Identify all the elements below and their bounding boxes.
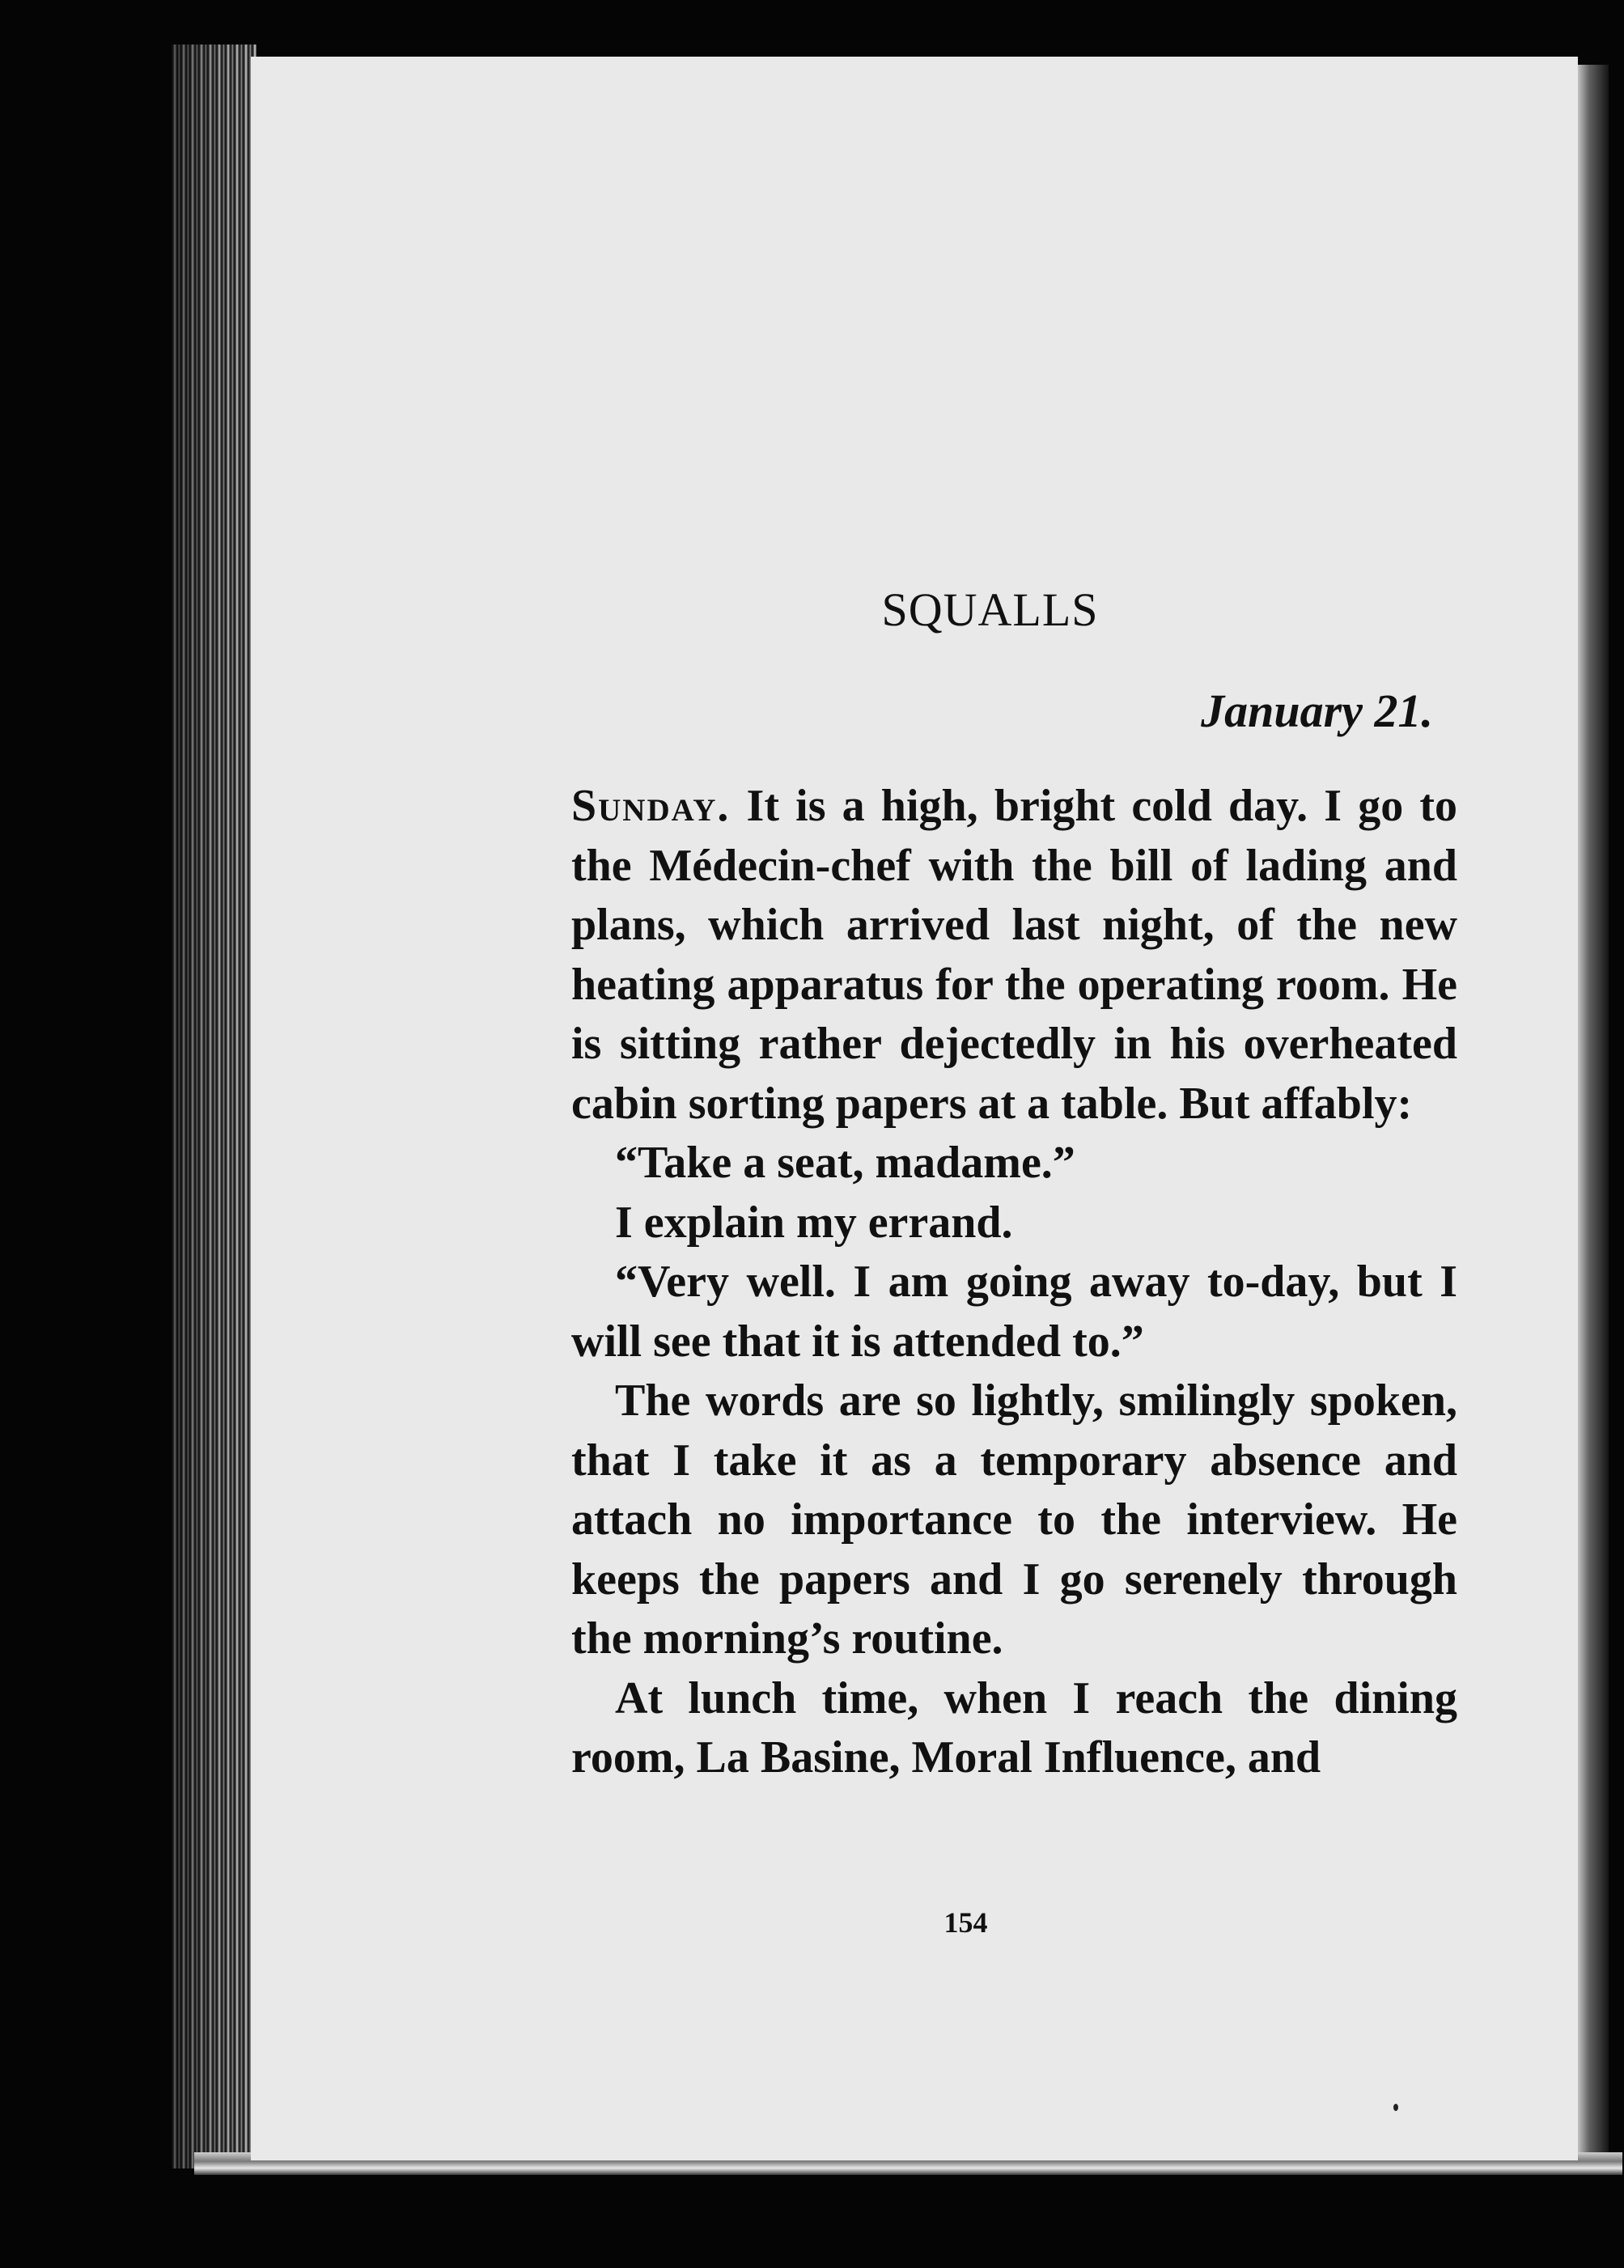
paragraph-4: “Very well. I am going away to-day, but I will see that it is attended to.” bbox=[571, 1257, 1457, 1367]
paragraph-5: The words are so lightly, smilingly spoken, that I take it as a temporary absence and attach no importance to the interview. He keeps the papers and I go serenely through the morning’s routine. bbox=[571, 1376, 1457, 1664]
paragraph-1 bbox=[571, 777, 1457, 1134]
page-number: 154 bbox=[943, 1906, 988, 1939]
paragraph-lead: Sunday. bbox=[571, 781, 731, 831]
paragraph-text: It is a high, bright cold day. I go to the Médecin-chef with the bill of lading and plans, which arrived last night, of the new heating apparatus for the operating room. He is sitting rather dejectedly in his overheated cabin sorting papers at a table. But affably: bbox=[571, 781, 1457, 1129]
page-edge-right bbox=[1576, 65, 1609, 2160]
dateline: January 21. bbox=[1201, 685, 1433, 737]
book-page bbox=[251, 57, 1578, 2160]
paragraph-3: I explain my errand. bbox=[615, 1197, 1013, 1248]
chapter-title: SQUALLS bbox=[881, 583, 1099, 636]
page-edges-shade bbox=[172, 45, 257, 2168]
ink-speck bbox=[1393, 2104, 1398, 2111]
paragraph-2: “Take a seat, madame.” bbox=[615, 1138, 1075, 1188]
body-text bbox=[571, 777, 1457, 1788]
paragraph-6: At lunch time, when I reach the dining room, La Basine, Moral Influence, and bbox=[571, 1672, 1457, 1783]
